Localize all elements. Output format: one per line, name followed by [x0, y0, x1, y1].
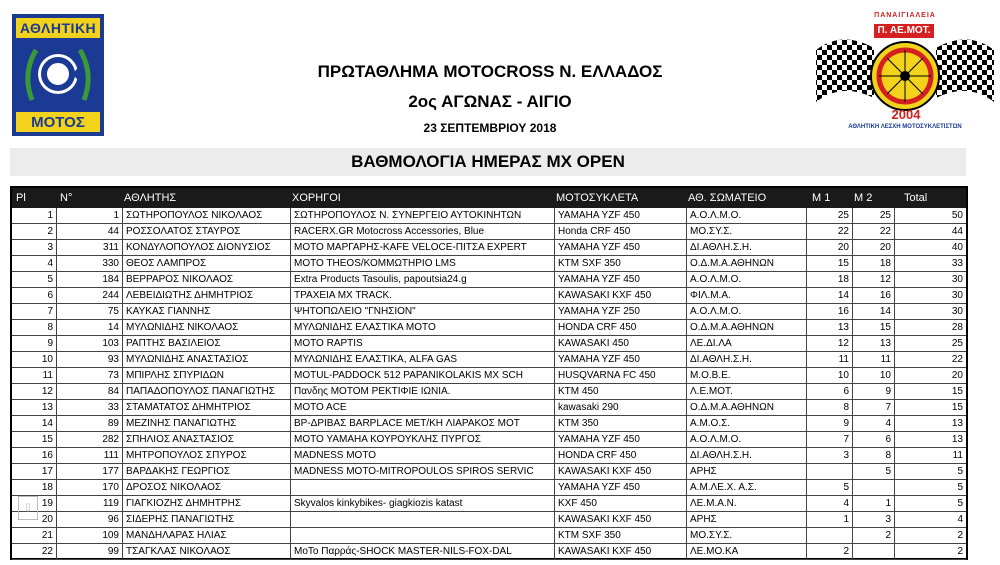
cell-athlete: ΜΑΝΔΗΛΑΡΑΣ ΗΛΙΑΣ [122, 528, 290, 544]
cell-sponsors: MOTO YAMAHA ΚΟΥΡΟΥΚΛΗΣ ΠΥΡΓΟΣ [290, 432, 554, 448]
cell-club: Α.Ο.Λ.Μ.Ο. [686, 432, 806, 448]
col-header-total: Total [904, 192, 928, 204]
cell-sponsors [290, 480, 554, 496]
cell-athlete: ΜΗΤΡΟΠΟΥΛΟΣ ΣΠΥΡΟΣ [122, 448, 290, 464]
cell-sponsors: MADNESS MOTO [290, 448, 554, 464]
cell-moto2: 6 [852, 432, 894, 448]
cell-club: ΜΟ.ΣΥ.Σ. [686, 224, 806, 240]
table-row [12, 544, 966, 560]
cell-athlete: ΛΕΒΕΙΔΙΩΤΗΣ ΔΗΜΗΤΡΙΟΣ [122, 288, 290, 304]
cell-place: 18 [41, 482, 53, 493]
cell-moto1: 18 [806, 272, 852, 288]
cell-number: 33 [56, 400, 122, 416]
cell-moto1: 11 [806, 352, 852, 368]
cell-motorcycle: YAMAHA YZF 450 [554, 352, 686, 368]
cell-athlete: ΔΡΟΣΟΣ ΝΙΚΟΛΑΟΣ [122, 480, 290, 496]
cell-total: 15 [894, 400, 966, 416]
results-table [10, 186, 968, 560]
table-row [12, 288, 966, 304]
cell-total: 5 [894, 480, 966, 496]
cell-moto1: 6 [806, 384, 852, 400]
logo-bottom-text: ΜΟΤΟΣ [16, 112, 100, 132]
cell-motorcycle: YAMAHA YZF 450 [554, 240, 686, 256]
cell-place: 9 [47, 338, 53, 349]
cell-total: 5 [894, 496, 966, 512]
cell-total: 20 [894, 368, 966, 384]
cell-number: 44 [56, 224, 122, 240]
cell-moto2: 14 [852, 304, 894, 320]
cell-place: 19 [41, 498, 53, 509]
cell-sponsors: Πανδης ΜΟΤΟΜ ΡΕΚΤΙΦΙΕ ΙΩΝΙΑ. [290, 384, 554, 400]
cell-motorcycle: YAMAHA YZF 450 [554, 432, 686, 448]
cell-club: Μ.Ο.Β.Ε. [686, 368, 806, 384]
cell-moto2: 5 [852, 464, 894, 480]
cell-club: ΔΙ.ΑΘΛΗ.Σ.Η. [686, 240, 806, 256]
cell-athlete: ΒΑΡΔΑΚΗΣ ΓΕΩΡΓΙΟΣ [122, 464, 290, 480]
table-row [12, 256, 966, 272]
cell-club: ΛΕ.ΔΙ.ΛΑ [686, 336, 806, 352]
table-row [12, 496, 966, 512]
cell-motorcycle: KAWASAKI KXF 450 [554, 512, 686, 528]
cell-club: ΛΕ.Μ.Α.Ν. [686, 496, 806, 512]
col-header-place: Pl [16, 192, 26, 204]
cell-number: 1 [56, 208, 122, 224]
paaemot-logo [812, 12, 998, 137]
cell-moto2: 12 [852, 272, 894, 288]
table-row [12, 480, 966, 496]
col-header-moto1: Μ 1 [812, 192, 831, 204]
cell-moto2: 9 [852, 384, 894, 400]
cell-number: 109 [56, 528, 122, 544]
cell-number: 244 [56, 288, 122, 304]
cell-sponsors: ΤΡΑΧΕΙΑ MX TRACK. [290, 288, 554, 304]
cell-club: Α.Μ.ΛΕ.Χ. Α.Σ. [686, 480, 806, 496]
cell-motorcycle: Honda CRF 450 [554, 224, 686, 240]
cell-club: Ο.Δ.Μ.Α.ΑΘΗΝΩΝ [686, 256, 806, 272]
table-row [12, 384, 966, 400]
cell-place: 20 [41, 514, 53, 525]
table-row [12, 208, 966, 224]
cell-total: 30 [894, 288, 966, 304]
cell-moto1: 25 [806, 208, 852, 224]
cell-place: 17 [41, 466, 53, 477]
cell-total: 28 [894, 320, 966, 336]
cell-total: 40 [894, 240, 966, 256]
cell-sponsors: ΨΗΤΟΠΩΛΕΙΟ "ΓΝΗΣΙΟΝ" [290, 304, 554, 320]
cell-athlete: ΜΠΙΡΛΗΣ ΣΠΥΡΙΔΩΝ [122, 368, 290, 384]
cell-number: 119 [56, 496, 122, 512]
cell-total: 2 [894, 544, 966, 560]
cell-place: 22 [41, 546, 53, 557]
cell-place: 11 [42, 370, 53, 381]
logo-top-text: ΑΘΛΗΤΙΚΗ [16, 18, 100, 38]
cell-moto1: 12 [806, 336, 852, 352]
cell-place: 7 [47, 306, 53, 317]
cell-motorcycle: YAMAHA YZF 450 [554, 480, 686, 496]
cell-sponsors: MOTO RAPTIS [290, 336, 554, 352]
cell-athlete: ΡΟΣΣΟΛΑΤΟΣ ΣΤΑΥΡΟΣ [122, 224, 290, 240]
cell-motorcycle: KAWASAKI KXF 450 [554, 288, 686, 304]
cell-club: ΔΙ.ΑΘΛΗ.Σ.Η. [686, 448, 806, 464]
cell-sponsors: MADNESS MOTO-MITROPOULOS SPIROS SERVIC [290, 464, 554, 480]
cell-athlete: ΚΟΝΔΥΛΟΠΟΥΛΟΣ ΔΙΟΝΥΣΙΟΣ [122, 240, 290, 256]
cell-sponsors: MOTO ACE [290, 400, 554, 416]
cell-moto2: 20 [852, 240, 894, 256]
cell-motorcycle: KAWASAKI 450 [554, 336, 686, 352]
cell-total: 44 [894, 224, 966, 240]
cell-place: 3 [47, 242, 53, 253]
cell-place: 15 [41, 434, 53, 445]
cell-motorcycle: KTM SXF 350 [554, 528, 686, 544]
cell-number: 84 [56, 384, 122, 400]
cell-club: Α.Μ.Ο.Σ. [686, 416, 806, 432]
watermark-icon: ▯ [18, 496, 38, 520]
cell-total: 11 [894, 448, 966, 464]
cell-moto1: 22 [806, 224, 852, 240]
cell-place: 5 [47, 274, 53, 285]
table-row [12, 224, 966, 240]
cell-moto1: 16 [806, 304, 852, 320]
cell-sponsors: MoTo Παρράς-SHOCK MASTER-NILS-FOX-DAL [290, 544, 554, 560]
cell-total: 30 [894, 304, 966, 320]
cell-club: Λ.Ε.ΜΟΤ. [686, 384, 806, 400]
cell-moto1: 15 [806, 256, 852, 272]
logo-arc-text: ΠΑΝΑΙΓΙΑΛΕΙΑ [874, 12, 936, 19]
cell-moto2: 13 [852, 336, 894, 352]
cell-athlete: ΘΕΟΣ ΛΑΜΠΡΟΣ [122, 256, 290, 272]
cell-sponsors: MOTO THEOS/ΚΟΜΜΩΤΗΡΙΟ LMS [290, 256, 554, 272]
table-row [12, 432, 966, 448]
table-row [12, 416, 966, 432]
cell-moto2: 1 [852, 496, 894, 512]
cell-motorcycle: KTM SXF 350 [554, 256, 686, 272]
cell-athlete: ΣΙΔΕΡΗΣ ΠΑΝΑΓΙΩΤΗΣ [122, 512, 290, 528]
cell-club: ΑΡΗΣ [686, 512, 806, 528]
cell-sponsors: ΜΟΤΟ ΜΑΡΓΑΡΗΣ-KAFE VELOCE-ΠΙΤΣΑ EXPERT [290, 240, 554, 256]
cell-athlete: ΚΑΥΚΑΣ ΓΙΑΝΝΗΣ [122, 304, 290, 320]
cell-club: ΛΕ.ΜΟ.ΚΑ [686, 544, 806, 560]
table-row [12, 368, 966, 384]
cell-moto2: 2 [852, 528, 894, 544]
cell-place: 12 [41, 386, 53, 397]
cell-number: 99 [56, 544, 122, 560]
cell-number: 14 [56, 320, 122, 336]
col-header-athlete: ΑΘΛΗΤΗΣ [124, 192, 177, 204]
table-row [12, 512, 966, 528]
cell-club: ΜΟ.ΣΥ.Σ. [686, 528, 806, 544]
logo-club-name: Π. ΑΕ.ΜΟΤ. [874, 24, 934, 38]
cell-moto1: 13 [806, 320, 852, 336]
table-row [12, 400, 966, 416]
cell-sponsors [290, 528, 554, 544]
cell-moto1: 7 [806, 432, 852, 448]
cell-athlete: ΜΥΛΩΝΙΔΗΣ ΑΝΑΣΤΑΣΙΟΣ [122, 352, 290, 368]
cell-motorcycle: KTM 350 [554, 416, 686, 432]
cell-athlete: ΣΠΗΛΙΟΣ ΑΝΑΣΤΑΣΙΟΣ [122, 432, 290, 448]
cell-moto2: 11 [852, 352, 894, 368]
cell-number: 184 [56, 272, 122, 288]
cell-motorcycle: YAMAHA YZF 450 [554, 272, 686, 288]
table-row [12, 240, 966, 256]
cell-sponsors: BP-ΔΡΙΒΑΣ BARPLACE MET/KH ΛΙΑΡΑΚΟΣ ΜΟΤ [290, 416, 554, 432]
cell-club: Α.Ο.Λ.Μ.Ο. [686, 272, 806, 288]
cell-motorcycle: KTM 450 [554, 384, 686, 400]
cell-sponsors: ΜΥΛΩΝΙΔΗΣ ΕΛΑΣΤΙΚΑ, ALFA GAS [290, 352, 554, 368]
table-row [12, 320, 966, 336]
cell-moto1: 14 [806, 288, 852, 304]
cell-motorcycle: KXF 450 [554, 496, 686, 512]
cell-moto2: 8 [852, 448, 894, 464]
cell-athlete: ΓΙΑΓΚΙΟΖΗΣ ΔΗΜΗΤΡΗΣ [122, 496, 290, 512]
table-row [12, 528, 966, 544]
cell-place: 13 [41, 402, 53, 413]
cell-moto2: 15 [852, 320, 894, 336]
cell-total: 13 [894, 432, 966, 448]
cell-moto2: 18 [852, 256, 894, 272]
cell-moto2 [852, 480, 894, 496]
cell-moto2: 25 [852, 208, 894, 224]
page-title: ΠΡΩΤΑΘΛΗΜΑ MOTOCROSS Ν. ΕΛΛΑΔΟΣ [317, 62, 663, 81]
cell-place: 21 [41, 530, 53, 541]
cell-athlete: ΡΑΠΤΗΣ ΒΑΣΙΛΕΙΟΣ [122, 336, 290, 352]
cell-total: 30 [894, 272, 966, 288]
cell-athlete: ΜΥΛΩΝΙΔΗΣ ΝΙΚΟΛΑΟΣ [122, 320, 290, 336]
cell-moto1: 9 [806, 416, 852, 432]
cell-total: 4 [894, 512, 966, 528]
table-row [12, 352, 966, 368]
cell-number: 96 [56, 512, 122, 528]
cell-motorcycle: kawasaki 290 [554, 400, 686, 416]
cell-number: 89 [56, 416, 122, 432]
table-row [12, 336, 966, 352]
cell-moto2: 7 [852, 400, 894, 416]
cell-moto2: 10 [852, 368, 894, 384]
race-date: 23 ΣΕΠΤΕΜΒΡΙΟΥ 2018 [423, 121, 557, 135]
cell-number: 170 [56, 480, 122, 496]
logo-club-text: ΑΘΛΗΤΙΚΗ ΛΕΣΧΗ ΜΟΤΟΣΥΚΛΕΤΙΣΤΩΝ [848, 124, 962, 130]
cell-sponsors: MOTUL-PADDOCK 512 PAPANIKOLAKIS MX SCH [290, 368, 554, 384]
classification-banner [10, 148, 966, 176]
cell-moto2: 22 [852, 224, 894, 240]
cell-athlete: ΜΕΖΙΝΗΣ ΠΑΝΑΓΙΩΤΗΣ [122, 416, 290, 432]
cell-total: 22 [894, 352, 966, 368]
cell-athlete: ΠΑΠΑΔΟΠΟΥΛΟΣ ΠΑΝΑΓΙΩΤΗΣ [122, 384, 290, 400]
cell-moto1: 8 [806, 400, 852, 416]
cell-moto1: 3 [806, 448, 852, 464]
cell-moto2 [852, 544, 894, 560]
cell-place: 10 [41, 354, 53, 365]
cell-motorcycle: KAWASAKI KXF 450 [554, 544, 686, 560]
cell-club: Ο.Δ.Μ.Α.ΑΘΗΝΩΝ [686, 400, 806, 416]
cell-athlete: ΣΤΑΜΑΤΑΤΟΣ ΔΗΜΗΤΡΙΟΣ [122, 400, 290, 416]
cell-number: 311 [56, 240, 122, 256]
cell-moto1 [806, 464, 852, 480]
cell-club: ΦΙΛ.Μ.Α. [686, 288, 806, 304]
col-header-moto2: Μ 2 [854, 192, 873, 204]
col-header-club: ΑΘ. ΣΩΜΑΤΕΙΟ [688, 192, 767, 204]
cell-number: 103 [56, 336, 122, 352]
cell-place: 14 [41, 418, 53, 429]
cell-club: Α.Ο.Λ.Μ.Ο. [686, 304, 806, 320]
table-row [12, 304, 966, 320]
logo-year: 2004 [891, 107, 921, 122]
cell-total: 25 [894, 336, 966, 352]
cell-motorcycle: HONDA CRF 450 [554, 448, 686, 464]
cell-total: 33 [894, 256, 966, 272]
cell-number: 75 [56, 304, 122, 320]
col-header-motorcycle: ΜΟΤΟΣΥΚΛΕΤΑ [556, 192, 639, 204]
cell-moto1: 2 [806, 544, 852, 560]
cell-moto2: 16 [852, 288, 894, 304]
col-header-sponsors: ΧΟΡΗΓΟΙ [292, 192, 341, 204]
cell-sponsors [290, 512, 554, 528]
table-row [12, 448, 966, 464]
cell-sponsors: ΣΩΤΗΡΟΠΟΥΛΟΣ Ν. ΣΥΝΕΡΓΕΙΟ ΑΥΤΟΚΙΝΗΤΩΝ [290, 208, 554, 224]
table-row [12, 272, 966, 288]
cell-place: 1 [47, 210, 53, 221]
cell-place: 4 [47, 258, 53, 269]
cell-moto1: 20 [806, 240, 852, 256]
cell-athlete: ΣΩΤΗΡΟΠΟΥΛΟΣ ΝΙΚΟΛΑΟΣ [122, 208, 290, 224]
cell-total: 15 [894, 384, 966, 400]
cell-moto1: 10 [806, 368, 852, 384]
cell-motorcycle: KAWASAKI KXF 450 [554, 464, 686, 480]
banner-text: ΒΑΘΜΟΛΟΓΙΑ ΗΜΕΡΑΣ MX OPEN [351, 152, 625, 171]
cell-moto2: 4 [852, 416, 894, 432]
cell-moto1: 4 [806, 496, 852, 512]
cell-sponsors: RACERX.GR Motocross Accessories, Blue [290, 224, 554, 240]
cell-club: Ο.Δ.Μ.Α.ΑΘΗΝΩΝ [686, 320, 806, 336]
cell-motorcycle: HUSQVARNA FC 450 [554, 368, 686, 384]
cell-number: 73 [56, 368, 122, 384]
cell-club: ΑΡΗΣ [686, 464, 806, 480]
cell-moto1: 5 [806, 480, 852, 496]
cell-place: 6 [47, 290, 53, 301]
cell-sponsors: ΜΥΛΩΝΙΔΗΣ ΕΛΑΣΤΙΚΑ ΜΟΤΟ [290, 320, 554, 336]
cell-motorcycle: HONDA CRF 450 [554, 320, 686, 336]
cell-total: 2 [894, 528, 966, 544]
cell-moto1: 1 [806, 512, 852, 528]
cell-number: 177 [56, 464, 122, 480]
athlitiki-motos-logo [12, 14, 104, 136]
cell-number: 111 [56, 448, 122, 464]
cell-place: 2 [47, 226, 53, 237]
cell-motorcycle: YAMAHA YZF 250 [554, 304, 686, 320]
cell-club: ΔΙ.ΑΘΛΗ.Σ.Η. [686, 352, 806, 368]
cell-moto1 [806, 528, 852, 544]
cell-total: 50 [894, 208, 966, 224]
cell-moto2: 3 [852, 512, 894, 528]
col-header-number: N° [60, 192, 73, 204]
cell-total: 13 [894, 416, 966, 432]
cell-motorcycle: YAMAHA YZF 450 [554, 208, 686, 224]
cell-athlete: ΤΣΑΓΚΛΑΣ ΝΙΚΟΛΑΟΣ [122, 544, 290, 560]
cell-place: 8 [47, 322, 53, 333]
cell-number: 93 [56, 352, 122, 368]
table-header [12, 188, 966, 208]
cell-number: 282 [56, 432, 122, 448]
cell-sponsors: Skyvalos kinkybikes- giagkiozis katast [290, 496, 554, 512]
cell-sponsors: Extra Products Tasoulis, papoutsia24.g [290, 272, 554, 288]
race-subtitle: 2ος ΑΓΩΝΑΣ - ΑΙΓΙΟ [408, 92, 572, 111]
cell-number: 330 [56, 256, 122, 272]
table-row [12, 464, 966, 480]
wreath-emblem-icon [22, 42, 94, 106]
cell-club: Α.Ο.Λ.Μ.Ο. [686, 208, 806, 224]
cell-total: 5 [894, 464, 966, 480]
cell-place: 16 [41, 450, 53, 461]
cell-athlete: ΒΕΡΡΑΡΟΣ ΝΙΚΟΛΑΟΣ [122, 272, 290, 288]
